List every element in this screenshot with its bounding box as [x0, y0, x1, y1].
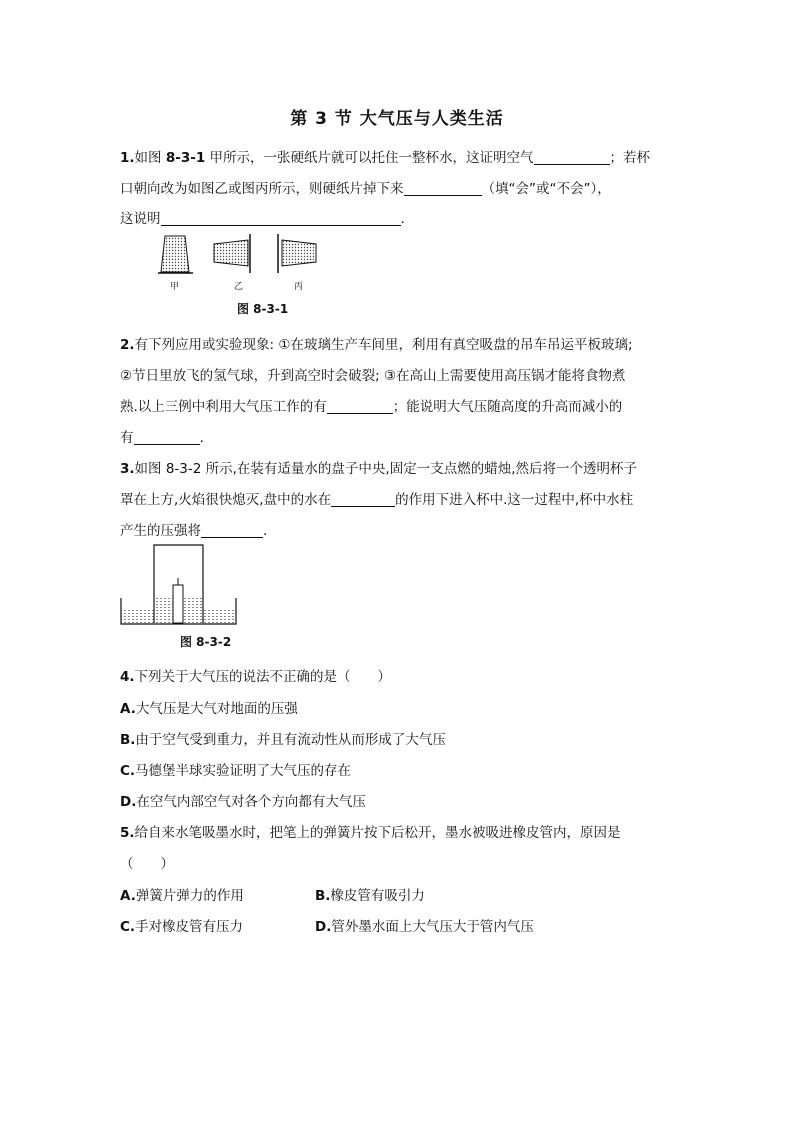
- q2-line-2: ②节日里放飞的氢气球，升到高空时会破裂; ③在高山上需要使用高压锅才能将食物煮: [120, 368, 626, 384]
- cup-bing: [278, 234, 316, 273]
- q5-option-b[interactable]: B.橡皮管有吸引力: [315, 888, 425, 904]
- dish: [121, 598, 236, 624]
- cup-yi: [214, 234, 250, 273]
- q4-number: 4.: [120, 669, 135, 685]
- q2-line-1: 2.有下列应用或实验现象: ①在玻璃生产车间里，利用有真空吸盘的吊车吊运平板玻璃;: [120, 337, 633, 353]
- answer-blank[interactable]: [134, 430, 200, 445]
- page-title: 第 3 节 大气压与人类生活: [290, 109, 504, 129]
- answer-blank[interactable]: [201, 523, 263, 538]
- q4-option-b[interactable]: B.由于空气受到重力，并且有流动性从而形成了大气压: [120, 732, 446, 748]
- answer-blank[interactable]: [327, 399, 393, 414]
- cup-water: [154, 596, 203, 623]
- candle: [173, 585, 183, 623]
- fig-label-bing: 丙: [294, 282, 304, 292]
- figure-caption: 图 8-3-1: [237, 302, 289, 316]
- q4-option-a[interactable]: A.大气压是大气对地面的压强: [120, 701, 298, 717]
- q2-number: 2.: [120, 337, 135, 353]
- q5-option-c[interactable]: C.手对橡皮管有压力: [120, 919, 244, 935]
- q5-stem-2: （ ）: [120, 856, 174, 872]
- q4-stem: 4.下列关于大气压的说法不正确的是（ ）: [120, 669, 392, 685]
- q2-line-4: 有 .: [120, 430, 204, 446]
- dish-water: [121, 610, 236, 623]
- answer-blank[interactable]: [534, 150, 610, 165]
- q3-line-3: 产生的压强将 .: [120, 523, 268, 539]
- q1-number: 1.: [120, 150, 135, 166]
- fig-label-yi: 乙: [234, 282, 244, 292]
- q5-stem-1: 5.给自来水笔吸墨水时，把笔上的弹簧片按下后松开，墨水被吸进橡皮管内，原因是: [120, 825, 621, 841]
- q5-option-a[interactable]: A.弹簧片弹力的作用: [120, 888, 244, 904]
- q1-line-3: 这说明 .: [120, 211, 405, 227]
- answer-blank[interactable]: [331, 492, 395, 507]
- q5-number: 5.: [120, 825, 135, 841]
- answer-blank[interactable]: [161, 211, 401, 226]
- figure-caption: 图 8-3-2: [180, 635, 232, 649]
- q1-line-2: 口朝向改为如图乙或图丙所示，则硬纸片掉下来 （填“会”或“不会”），: [120, 181, 611, 197]
- cup-jia: [158, 236, 193, 273]
- q1-line-1: 1.如图 8-3-1 甲所示，一张硬纸片就可以托住一整杯水，这证明空气 ；若杯: [120, 150, 651, 166]
- q3-number: 3.: [120, 461, 135, 477]
- q4-option-d[interactable]: D.在空气内部空气对各个方向都有大气压: [120, 794, 366, 810]
- q4-option-c[interactable]: C.马德堡半球实验证明了大气压的存在: [120, 763, 352, 779]
- q3-line-2: 罩在上方,火焰很快熄灭,盘中的水在 的作用下进入杯中.这一过程中,杯中水柱: [120, 492, 634, 508]
- q5-option-d[interactable]: D.管外墨水面上大气压大于管内气压: [315, 919, 534, 935]
- inverted-cup: [154, 545, 203, 623]
- fig-label-jia: 甲: [170, 282, 180, 292]
- q3-line-1: 3.如图 8-3-2 所示,在装有适量水的盘子中央,固定一支点燃的蜡烛,然后将一个透明杯子: [120, 461, 637, 477]
- q2-line-3: 熟.以上三例中利用大气压工作的有 ；能说明大气压随高度的升高而减小的: [120, 399, 623, 415]
- answer-blank[interactable]: [404, 181, 482, 196]
